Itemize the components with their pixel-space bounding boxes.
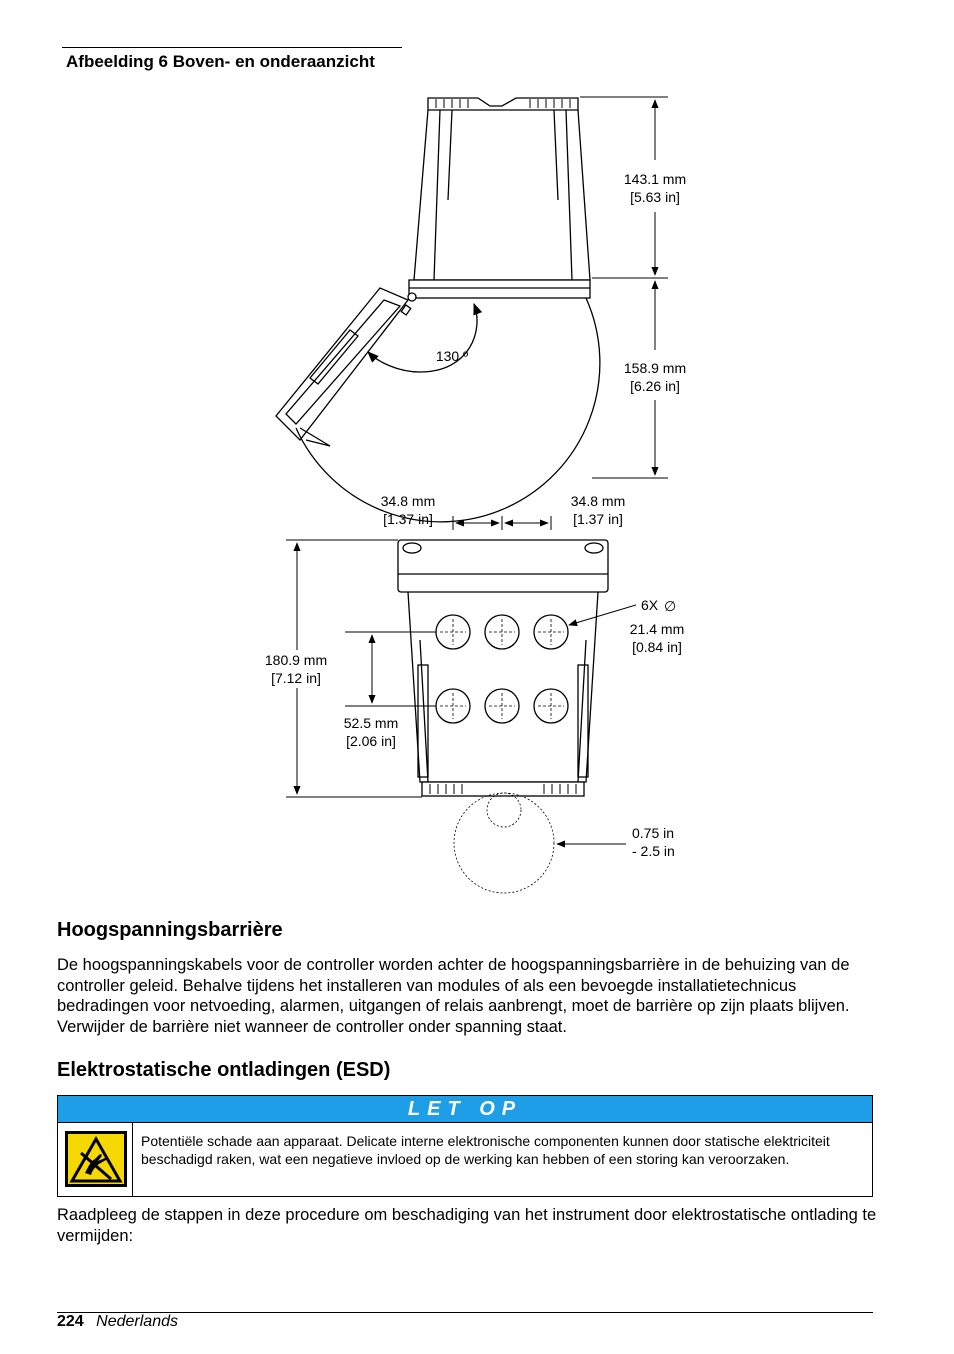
section-heading-esd: Elektrostatische ontladingen (ESD) xyxy=(57,1059,391,1081)
height-top-mm-label: 143.1 mm xyxy=(623,171,687,187)
enclosure-dimension-drawing xyxy=(175,90,765,900)
notice-box xyxy=(57,1095,873,1197)
section-heading-high-voltage: Hoogspanningsbarrière xyxy=(57,919,283,941)
notice-title: LET OP xyxy=(58,1096,872,1123)
height-lid-mm-label: 158.9 mm xyxy=(623,360,687,376)
total-height-in-label: [7.12 in] xyxy=(271,670,321,686)
esd-warning-icon xyxy=(65,1131,127,1187)
cable-range-max-label: - 2.5 in xyxy=(632,843,675,859)
section-body-esd: Raadpleeg de stappen in deze procedure om beschadiging van het instrument door elektrostatische ontlading te vermijden: xyxy=(57,1206,877,1245)
hole-count-label: 6X xyxy=(641,597,659,613)
row-spacing-mm-label: 52.5 mm xyxy=(343,715,399,731)
hole-diameter-mm-label: 21.4 mm xyxy=(629,621,685,637)
notice-text: Potentiële schade aan apparaat. Delicate interne elektronische componenten kunnen door statische elektriciteit beschadigd raken, wat een negatieve invloed op de werking kan hebben of een storing kan veroorzaken. xyxy=(141,1133,830,1167)
top-view xyxy=(276,98,600,522)
spacing-left-mm-label: 34.8 mm xyxy=(380,493,436,509)
spacing-right-mm-label: 34.8 mm xyxy=(570,493,626,509)
angle-label: 130 º xyxy=(435,348,469,364)
hole-diameter-in-label: [0.84 in] xyxy=(632,639,682,655)
diameter-symbol: ∅ xyxy=(664,598,677,614)
page-number: 224 xyxy=(57,1313,84,1330)
footer-rule xyxy=(57,1312,873,1313)
section-body-high-voltage: De hoogspanningskabels voor de controller worden achter de hoogspanningsbarrière in de behuizing van de controller geleid. Behalve tijdens het installeren van modules of als een bevoegde installatietechnicus bedradingen voor netvoeding, alarmen, uitgangen of relais aanbrengt, moet de barrière op zijn plaats blijven. Verwijder de barrière niet wanneer de controller onder spanning staat. xyxy=(57,956,850,1036)
total-height-mm-label: 180.9 mm xyxy=(264,652,328,668)
spacing-right-in-label: [1.37 in] xyxy=(573,511,623,527)
page-footer xyxy=(57,1313,178,1331)
figure-caption: Afbeelding 6 Boven- en onderaanzicht xyxy=(66,52,375,71)
cable-holes xyxy=(436,615,568,723)
footer-language: Nederlands xyxy=(96,1313,178,1330)
bottom-view xyxy=(398,540,608,893)
top-view-dimensions xyxy=(580,97,668,478)
height-lid-in-label: [6.26 in] xyxy=(630,378,680,394)
row-spacing-in-label: [2.06 in] xyxy=(346,733,396,749)
height-top-in-label: [5.63 in] xyxy=(630,189,680,205)
cable-range-min-label: 0.75 in xyxy=(632,825,675,841)
figure-caption-rule xyxy=(62,47,402,48)
spacing-left-in-label: [1.37 in] xyxy=(383,511,433,527)
notice-icon-cell xyxy=(58,1123,133,1196)
